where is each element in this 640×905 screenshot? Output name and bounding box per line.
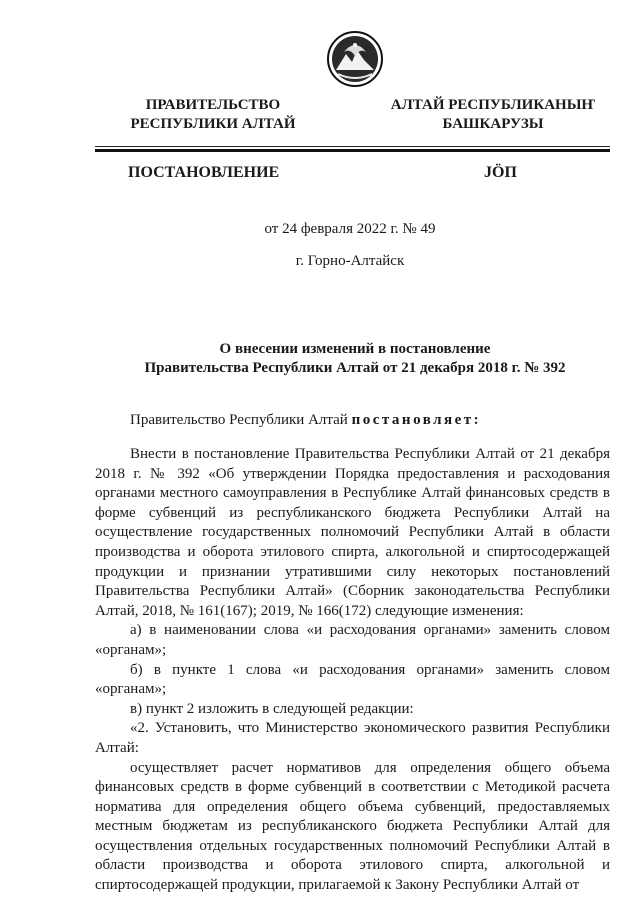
header-right-line1: АЛТАЙ РЕСПУБЛИКАНЫҤ <box>390 97 596 113</box>
header-divider-thick <box>95 149 610 152</box>
body-paragraph: осуществляет расчет нормативов для определения общего объема финансовых средств в форме субвенций в соответствии с Методикой расчета норматива для определения общего объема субвенций, предоставляемых местным бюджетам из республиканского бюджета Республики Алтай для осуществления отдельных государственных полномочий Республики Алтай в области производства и оборота этилового спирта, алкогольной и спиртосодержащей продукции, прилагаемой к Закону Республики Алтай от <box>95 759 610 894</box>
body-paragraph: а) в наименовании слова «и расходования органами» заменить словом «органам»; <box>95 622 610 658</box>
doc-type-russian: ПОСТАНОВЛЕНИЕ <box>128 164 280 181</box>
header-divider-thin <box>95 146 610 147</box>
header-right-line2: БАШКАРУЗЫ <box>442 116 544 132</box>
decree-subject: Правительство Республики Алтай <box>130 412 352 428</box>
header-left-line1: ПРАВИТЕЛЬСТВО <box>145 97 281 113</box>
document-date-number: от 24 февраля 2022 г. № 49 <box>264 221 436 237</box>
decree-verb: постановляет: <box>351 412 482 428</box>
republic-altai-emblem-icon <box>326 30 384 88</box>
header-left-line2: РЕСПУБЛИКИ АЛТАЙ <box>130 116 296 132</box>
document-city: г. Горно-Алтайск <box>295 253 405 269</box>
document-title-line1: О внесении изменений в постановление <box>219 341 491 357</box>
body-paragraph: Внести в постановление Правительства Республики Алтай от 21 декабря 2018 г. № 392 «Об утверждении Порядка предоставления и расходования органами местного самоуправления в Республике Алтай финансовых средств в форме субвенций из республиканского бюджета Республики Алтай на осуществление государственных полномочий Республики Алтай в области производства и оборота этилового спирта, алкогольной и спиртосодержащей продукции и признании утратившими силу некоторых постановлений Правительства Республики Алтай» (Сборник законодательства Республики Алтай, 2018, № 161(167); 2019, № 166(172) следующие изменения: <box>95 446 610 619</box>
body-paragraph: б) в пункте 1 слова «и расходования органами» заменить словом «органам»; <box>95 661 610 698</box>
document-title-line2: Правительства Республики Алтай от 21 декабря 2018 г. № 392 <box>144 360 566 376</box>
header-left-block <box>118 96 308 134</box>
decree-line <box>130 412 481 429</box>
doc-type-altai: JӦП <box>484 164 517 181</box>
document-body <box>95 445 610 896</box>
header-right-block <box>382 96 604 134</box>
body-paragraph: «2. Установить, что Министерство экономического развития Республики Алтай: <box>95 720 610 756</box>
document-title <box>100 340 610 378</box>
body-paragraph: в) пункт 2 изложить в следующей редакции: <box>130 700 414 717</box>
